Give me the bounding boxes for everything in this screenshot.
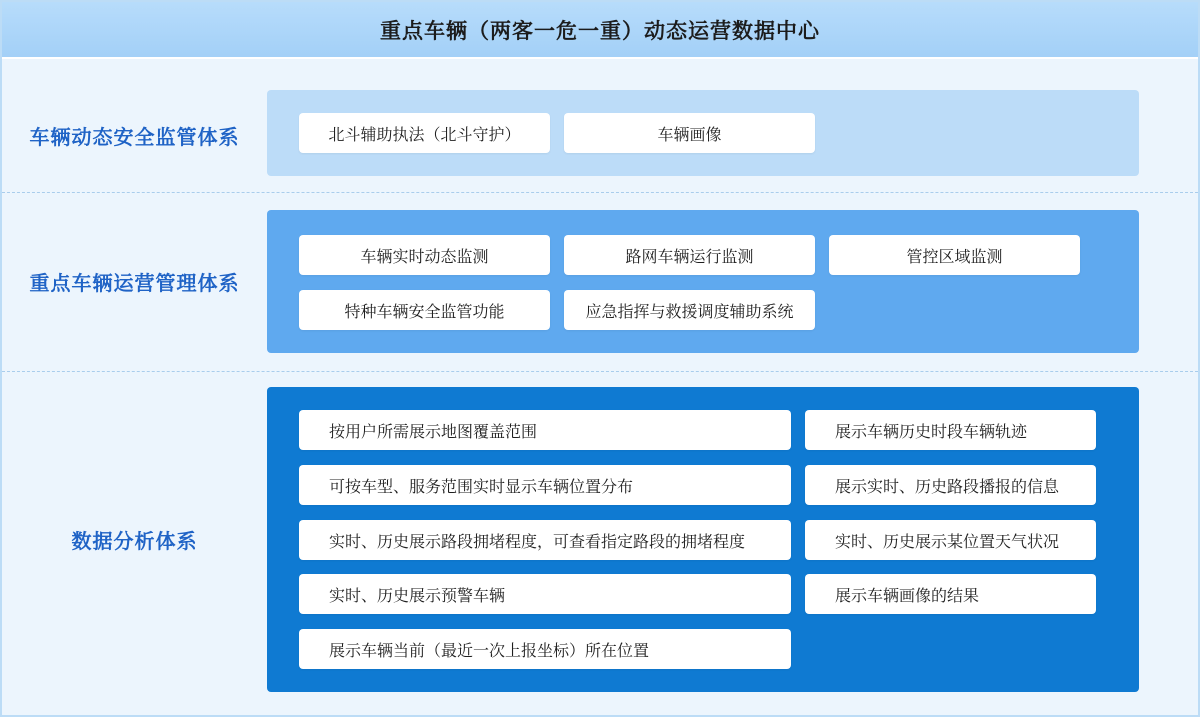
section-label-safety-supervision: 车辆动态安全监管体系 bbox=[29, 124, 240, 149]
card-control-zone-monitoring: 管控区域监测 bbox=[829, 235, 1080, 275]
row-divider bbox=[2, 371, 1198, 372]
card-portrait-result: 展示车辆画像的结果 bbox=[805, 574, 1096, 614]
card-road-network-monitoring: 路网车辆运行监测 bbox=[564, 235, 815, 275]
card-history-track: 展示车辆历史时段车辆轨迹 bbox=[805, 410, 1096, 450]
card-position-distribution: 可按车型、服务范围实时显示车辆位置分布 bbox=[299, 465, 791, 505]
card-road-broadcast: 展示实时、历史路段播报的信息 bbox=[805, 465, 1096, 505]
card-realtime-monitoring: 车辆实时动态监测 bbox=[299, 235, 550, 275]
card-vehicle-portrait: 车辆画像 bbox=[564, 113, 815, 153]
panel-data-analysis bbox=[267, 387, 1139, 692]
panel-safety-supervision bbox=[267, 90, 1139, 176]
row-divider bbox=[2, 192, 1198, 193]
diagram-title: 重点车辆（两客一危一重）动态运营数据中心 bbox=[2, 2, 1198, 59]
panel-operation-management bbox=[267, 210, 1139, 353]
section-label-data-analysis: 数据分析体系 bbox=[71, 529, 198, 553]
card-emergency-dispatch: 应急指挥与救援调度辅助系统 bbox=[564, 290, 815, 330]
card-warning-vehicles: 实时、历史展示预警车辆 bbox=[299, 574, 791, 614]
card-current-location: 展示车辆当前（最近一次上报坐标）所在位置 bbox=[299, 629, 791, 669]
card-weather-status: 实时、历史展示某位置天气状况 bbox=[805, 520, 1096, 560]
card-map-coverage: 按用户所需展示地图覆盖范围 bbox=[299, 410, 791, 450]
card-congestion-level: 实时、历史展示路段拥堵程度，可查看指定路段的拥堵程度 bbox=[299, 520, 791, 560]
card-special-vehicle-supervision: 特种车辆安全监管功能 bbox=[299, 290, 550, 330]
section-label-operation-management: 重点车辆运营管理体系 bbox=[29, 271, 240, 295]
card-beidou-enforcement: 北斗辅助执法（北斗守护） bbox=[299, 113, 550, 153]
